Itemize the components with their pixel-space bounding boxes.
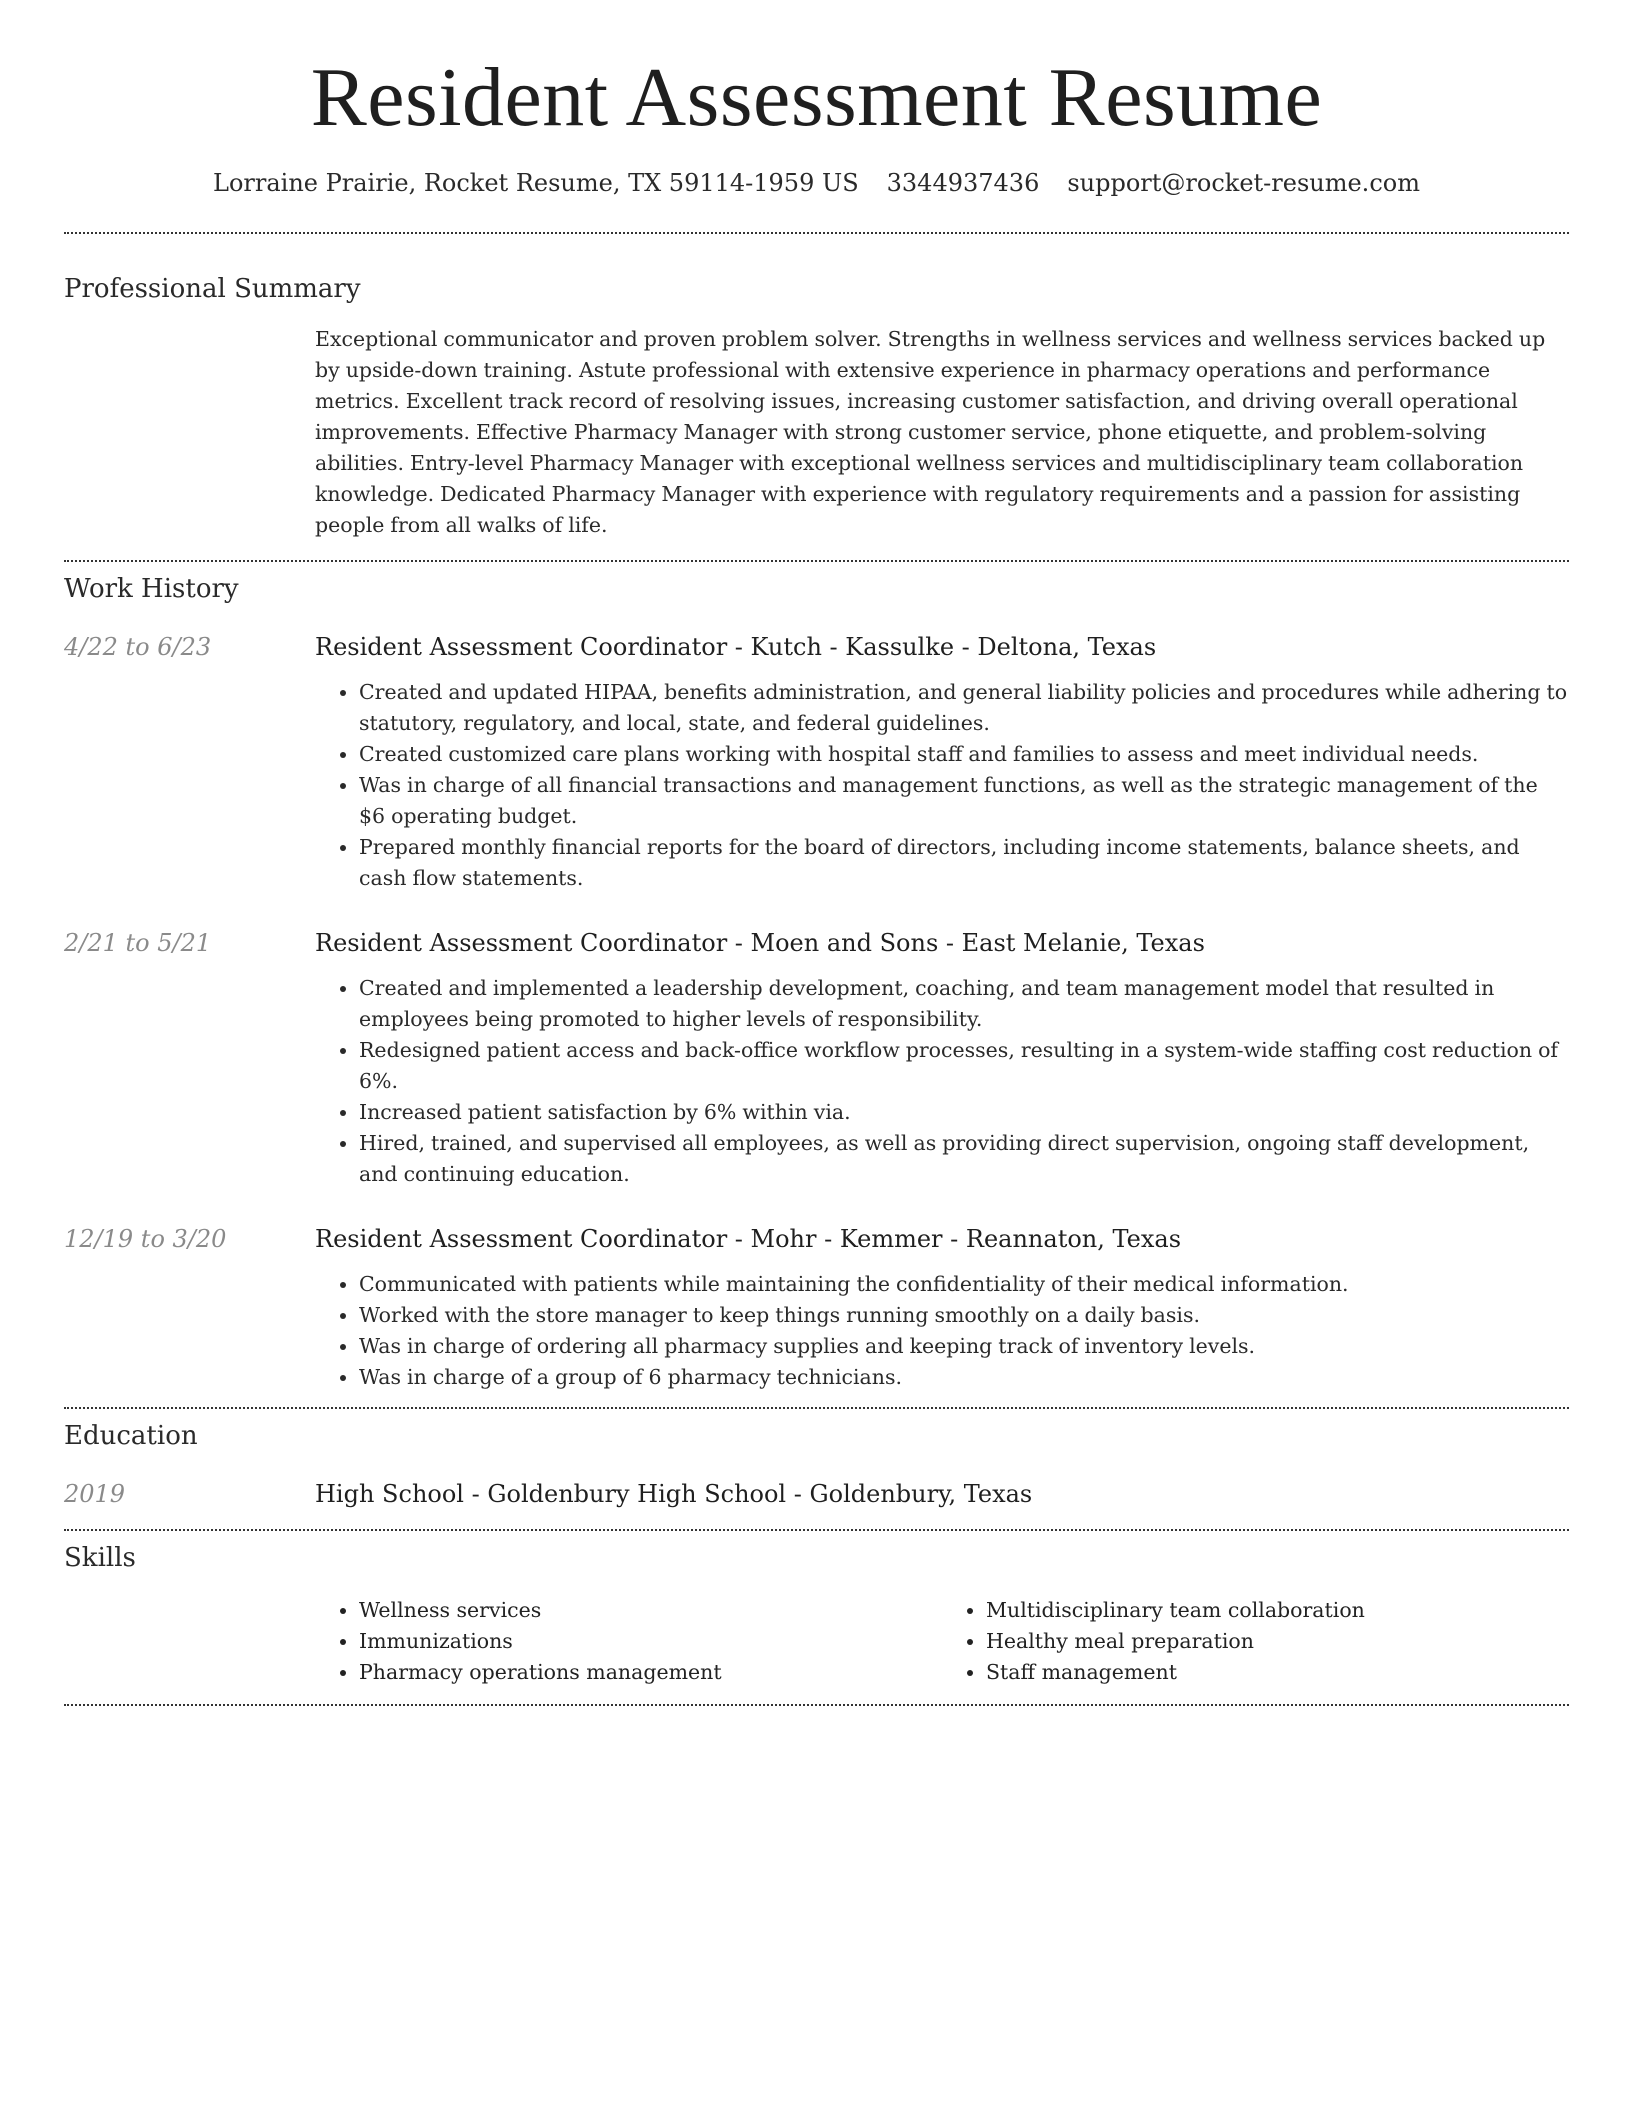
education-entry: High School - Goldenbury High School - Goldenbury, Texas bbox=[315, 1480, 1033, 1508]
contact-line bbox=[64, 166, 1569, 200]
job-bullets bbox=[315, 677, 1569, 894]
skill-item: • Healthy meal preparation bbox=[986, 1626, 1569, 1657]
list-item: • Redesigned patient access and back-office workflow processes, resulting in a system-wide staffing cost reduction of 6%. bbox=[359, 1035, 1569, 1097]
work-history-section bbox=[64, 562, 1569, 1393]
list-item: • Created customized care plans working with hospital staff and families to assess and meet individual needs. bbox=[359, 739, 1569, 770]
skill-item: • Wellness services bbox=[359, 1595, 942, 1626]
list-item: • Was in charge of a group of 6 pharmacy technicians. bbox=[359, 1362, 1569, 1393]
education-section bbox=[64, 1409, 1569, 1511]
resume-page bbox=[64, 0, 1569, 1706]
list-item: • Created and updated HIPAA, benefits administration, and general liability policies and procedures while adhering to statutory, regulatory, and local, state, and federal guidelines. bbox=[359, 677, 1569, 739]
list-item: • Communicated with patients while maintaining the confidentiality of their medical information. bbox=[359, 1269, 1569, 1300]
skill-item: • Staff management bbox=[986, 1657, 1569, 1688]
job-dates: 2/21 to 5/21 bbox=[64, 929, 212, 957]
contact-address: Lorraine Prairie, Rocket Resume, TX 59114-1959 US bbox=[213, 169, 859, 197]
list-item: • Increased patient satisfaction by 6% within via. bbox=[359, 1097, 1569, 1128]
job-entry bbox=[64, 630, 1569, 894]
skill-item: • Pharmacy operations management bbox=[359, 1657, 942, 1688]
section-heading-education: Education bbox=[64, 1421, 198, 1451]
job-bullets bbox=[315, 1269, 1569, 1393]
resume-title: Resident Assessment Resume bbox=[310, 51, 1323, 144]
skill-item: • Multidisciplinary team collaboration bbox=[986, 1595, 1569, 1626]
job-title: Resident Assessment Coordinator - Mohr - Kemmer - Reannaton, Texas bbox=[315, 1225, 1182, 1253]
job-bullets bbox=[315, 973, 1569, 1190]
contact-phone: 3344937436 bbox=[886, 169, 1040, 197]
section-heading-summary: Professional Summary bbox=[64, 274, 361, 304]
list-item: • Was in charge of all financial transactions and management functions, as well as the strategic management of the $6 operating budget. bbox=[359, 770, 1569, 832]
skills-list-left bbox=[315, 1595, 942, 1688]
list-item: • Worked with the store manager to keep things running smoothly on a daily basis. bbox=[359, 1300, 1569, 1331]
contact-email: support@rocket-resume.com bbox=[1067, 169, 1420, 197]
job-dates: 4/22 to 6/23 bbox=[64, 633, 212, 661]
job-title: Resident Assessment Coordinator - Moen and Sons - East Melanie, Texas bbox=[315, 929, 1205, 957]
summary-section bbox=[64, 234, 1569, 541]
list-item: • Prepared monthly financial reports for the board of directors, including income statements, balance sheets, and cash flow statements. bbox=[359, 832, 1569, 894]
section-heading-skills: Skills bbox=[64, 1543, 136, 1573]
job-title: Resident Assessment Coordinator - Kutch - Kassulke - Deltona, Texas bbox=[315, 633, 1157, 661]
list-item: • Hired, trained, and supervised all employees, as well as providing direct supervision, ongoing staff development, and continuing education. bbox=[359, 1128, 1569, 1190]
job-dates: 12/19 to 3/20 bbox=[64, 1225, 227, 1253]
summary-text: Exceptional communicator and proven problem solver. Strengths in wellness services and wellness services backed up by upside-down training. Astute professional with extensive experience in pharmacy operations and performance metrics. Excellent track record of resolving issues, increasing customer satisfaction, and driving overall operational improvements. Effective Pharmacy Manager with strong customer service, phone etiquette, and problem-solving abilities. Entry-level Pharmacy Manager with exceptional wellness services and multidisciplinary team collaboration knowledge. Dedicated Pharmacy Manager with experience with regulatory requirements and a passion for assisting people from all walks of life. bbox=[315, 327, 1546, 537]
section-heading-work: Work History bbox=[64, 574, 239, 604]
list-item: • Was in charge of ordering all pharmacy supplies and keeping track of inventory levels. bbox=[359, 1331, 1569, 1362]
skills-list-right bbox=[942, 1595, 1569, 1688]
skills-section bbox=[64, 1531, 1569, 1688]
list-item: • Created and implemented a leadership development, coaching, and team management model that resulted in employees being promoted to higher levels of responsibility. bbox=[359, 973, 1569, 1035]
divider bbox=[64, 1704, 1569, 1706]
skill-item: • Immunizations bbox=[359, 1626, 942, 1657]
skills-columns bbox=[315, 1595, 1569, 1688]
education-year: 2019 bbox=[64, 1480, 126, 1508]
job-entry bbox=[64, 926, 1569, 1190]
job-entry bbox=[64, 1222, 1569, 1393]
